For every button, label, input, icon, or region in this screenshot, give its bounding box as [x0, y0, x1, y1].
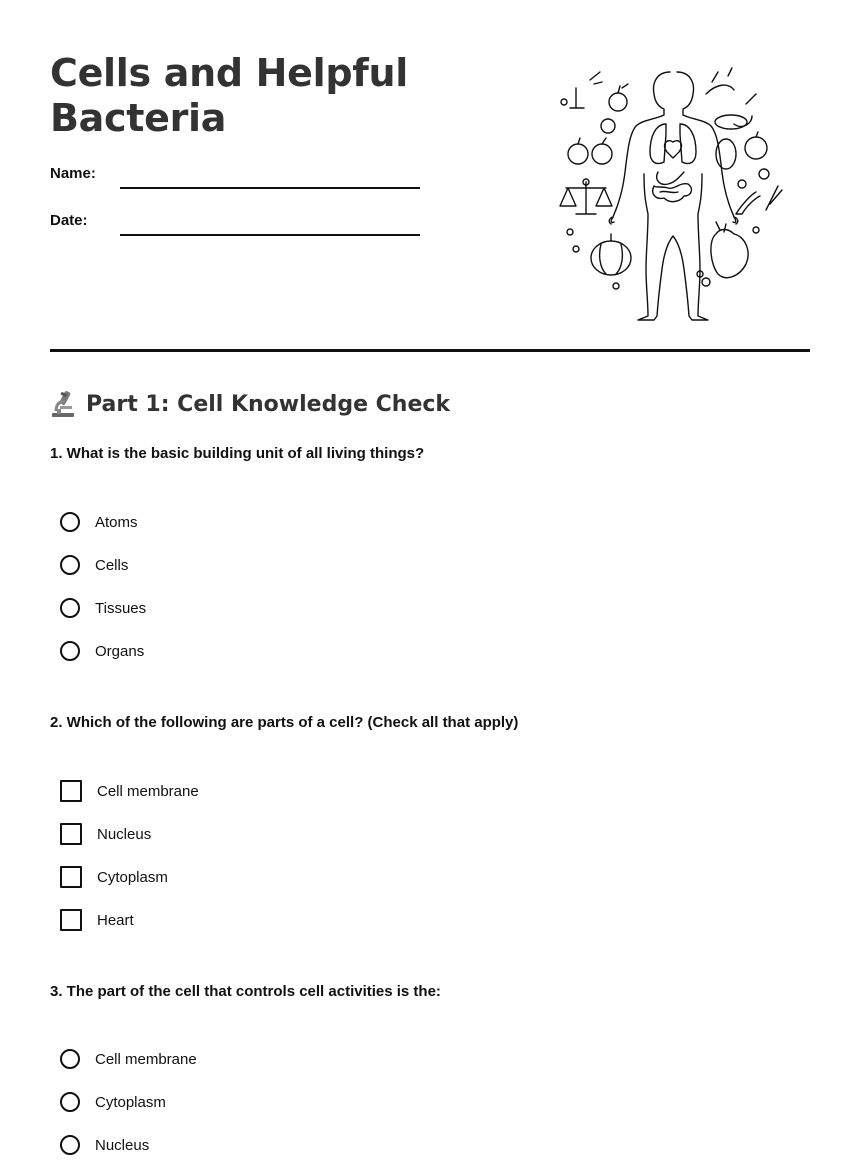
part1-title: Part 1: Cell Knowledge Check — [86, 391, 451, 417]
radio-button[interactable] — [60, 512, 80, 532]
checkbox[interactable] — [60, 823, 82, 845]
radio-button[interactable] — [60, 555, 80, 575]
option-label: Nucleus — [95, 1136, 150, 1154]
q1-option-tissues[interactable] — [60, 596, 146, 620]
radio-button[interactable] — [60, 1092, 80, 1112]
name-field[interactable] — [120, 187, 420, 189]
question-1: 1. What is the basic building unit of all living things? — [50, 445, 425, 462]
question-2: 2. Which of the following are parts of a cell? (Check all that apply) — [50, 714, 519, 731]
option-label: Cell membrane — [95, 1050, 197, 1068]
q1-option-organs[interactable] — [60, 639, 144, 663]
microscope-icon — [50, 389, 76, 419]
option-label: Atoms — [95, 513, 138, 531]
option-label: Cytoplasm — [95, 1093, 166, 1111]
q3-option-cytoplasm[interactable] — [60, 1090, 166, 1114]
q2-option-heart[interactable] — [60, 908, 134, 932]
radio-button[interactable] — [60, 1049, 80, 1069]
question-3: 3. The part of the cell that controls cell activities is the: — [50, 983, 441, 1000]
option-label: Heart — [97, 911, 134, 929]
q2-option-cytoplasm[interactable] — [60, 865, 168, 889]
date-field[interactable] — [120, 234, 420, 236]
option-label: Cytoplasm — [97, 868, 168, 886]
date-label: Date: — [50, 212, 88, 229]
worksheet-page — [50, 0, 810, 1161]
q2-option-nucleus[interactable] — [60, 822, 151, 846]
radio-button[interactable] — [60, 598, 80, 618]
human-body-illustration — [556, 64, 791, 324]
header-divider — [50, 349, 810, 352]
worksheet-title: Cells and Helpful Bacteria — [50, 51, 408, 140]
checkbox[interactable] — [60, 909, 82, 931]
option-label: Organs — [95, 642, 145, 660]
q1-option-atoms[interactable] — [60, 510, 138, 534]
option-label: Nucleus — [97, 825, 152, 843]
q3-option-nucleus[interactable] — [60, 1133, 149, 1157]
option-label: Cells — [95, 556, 129, 574]
q1-option-cells[interactable] — [60, 553, 128, 577]
radio-button[interactable] — [60, 641, 80, 661]
option-label: Cell membrane — [97, 782, 199, 800]
q2-option-cell-membrane[interactable] — [60, 779, 199, 803]
checkbox[interactable] — [60, 866, 82, 888]
q3-option-cell-membrane[interactable] — [60, 1047, 197, 1071]
checkbox[interactable] — [60, 780, 82, 802]
name-label: Name: — [50, 165, 96, 182]
radio-button[interactable] — [60, 1135, 80, 1155]
part1-heading — [50, 386, 450, 422]
option-label: Tissues — [95, 599, 147, 617]
